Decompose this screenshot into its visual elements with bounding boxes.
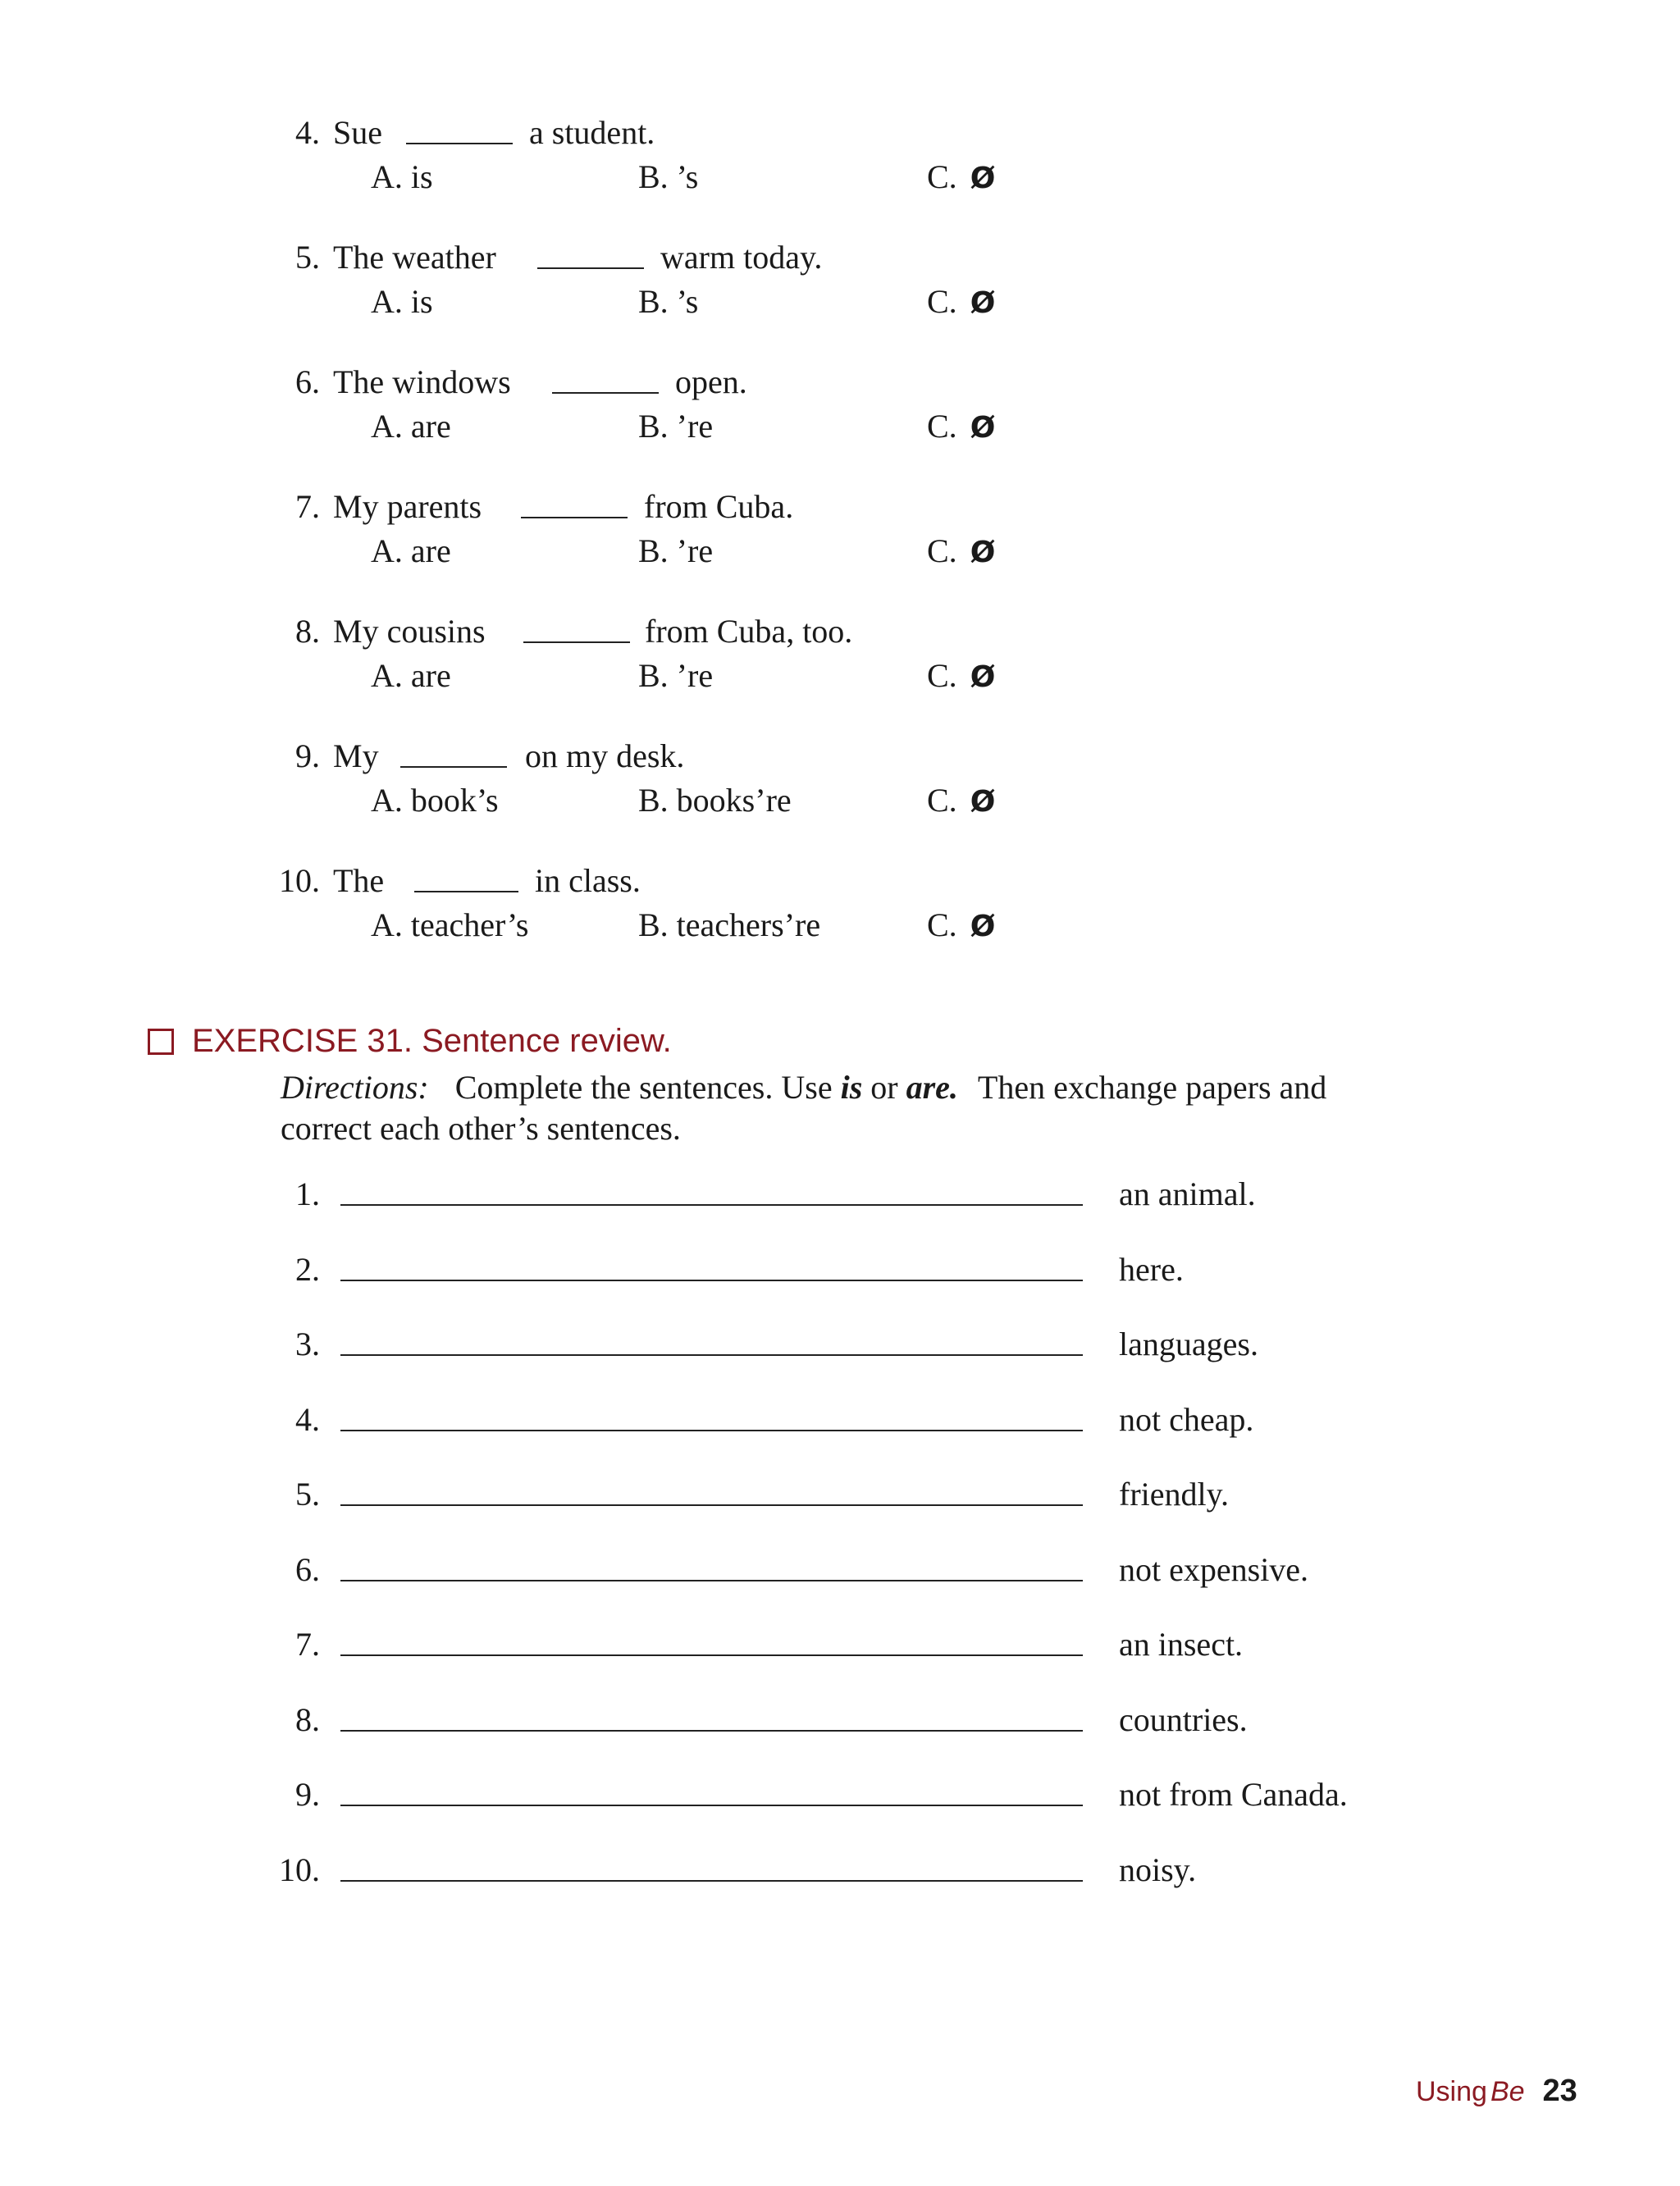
item-number: 8. [295,613,320,650]
item-text-after: on my desk. [525,737,685,774]
option-c-label: C. [927,657,957,694]
sentence-number: 9. [295,1776,320,1813]
directions-word-or: or [870,1069,898,1106]
directions-label: Directions: [281,1069,429,1106]
item-number: 6. [295,363,320,400]
directions-line-1 [281,1071,1326,1104]
answer-blank[interactable] [521,517,628,518]
item-number: 9. [295,737,320,774]
exercise-checkbox[interactable] [148,1029,174,1055]
sentence-blank[interactable] [340,1805,1083,1806]
option-a: A. are [371,532,451,569]
item-text-after: in class. [535,862,641,899]
sentence-blank[interactable] [340,1354,1083,1356]
sentence-ending: noisy. [1119,1851,1197,1888]
directions-word-is: is [840,1069,863,1106]
answer-blank[interactable] [523,641,630,643]
option-b: B. ’re [638,657,714,694]
null-symbol: Ø [970,286,996,320]
option-a: A. are [371,408,451,445]
sentence-number: 6. [295,1551,320,1588]
option-b: B. teachers’re [638,906,821,943]
sentence-blank[interactable] [340,1204,1083,1206]
null-symbol: Ø [970,162,996,195]
item-number: 7. [295,488,320,525]
sentence-ending: an insect. [1119,1626,1244,1663]
option-c [927,410,995,443]
exercise-title: EXERCISE 31. Sentence review. [192,1023,672,1059]
sentence-number: 1. [295,1175,320,1212]
option-c [927,532,996,569]
footer-label-italic: Be [1490,2076,1525,2107]
item-text-after: a student. [529,114,655,151]
option-c [927,784,995,817]
option-a: A. book’s [371,782,499,819]
answer-blank[interactable] [537,267,644,269]
footer-label: Using [1416,2076,1487,2107]
footer [1416,2075,1577,2106]
sentence-number: 5. [295,1476,320,1513]
null-symbol: Ø [970,910,996,943]
sentence-blank[interactable] [340,1504,1083,1506]
sentence-blank[interactable] [340,1580,1083,1581]
item-text-before: The [333,862,385,899]
item-text-after: from Cuba. [644,488,794,525]
sentence-blank[interactable] [340,1654,1083,1656]
item-text-before: My cousins [333,613,486,650]
sentence-ending: languages. [1119,1326,1258,1362]
sentence-ending: an animal. [1119,1175,1256,1212]
sentence-ending: not expensive. [1119,1551,1309,1588]
option-b: B. ’re [638,408,714,445]
answer-blank[interactable] [400,766,507,768]
sentence-number: 2. [295,1251,320,1288]
option-b: B. ’s [638,158,699,195]
sentence-number: 10. [279,1851,320,1888]
option-c-label: C. [927,532,957,569]
item-number: 5. [295,239,320,276]
sentence-number: 7. [295,1626,320,1663]
option-c [927,659,995,692]
option-c [927,906,996,943]
directions-word-are: are. [906,1069,958,1106]
answer-blank[interactable] [406,143,513,144]
null-symbol: Ø [970,660,996,694]
option-a: A. is [371,283,433,320]
option-b: B. books’re [638,782,792,819]
sentence-blank[interactable] [340,1730,1083,1732]
answer-blank[interactable] [414,891,518,892]
sentence-blank[interactable] [340,1880,1083,1882]
sentence-number: 4. [295,1401,320,1438]
item-text-before: The weather [333,239,496,276]
item-text-before: My [333,737,379,774]
directions-text-2: Then exchange papers and [977,1069,1327,1106]
item-number: 10. [279,862,320,899]
item-text-before: The windows [333,363,511,400]
page-number: 23 [1542,2074,1577,2108]
option-c-label: C. [927,408,957,445]
option-c-label: C. [927,906,957,943]
null-symbol: Ø [970,411,996,445]
option-a: A. is [371,158,433,195]
option-a: A. are [371,657,451,694]
sentence-blank[interactable] [340,1430,1083,1431]
directions-line-2: correct each other’s sentences. [281,1110,681,1147]
null-symbol: Ø [970,785,996,819]
sentence-ending: not from Canada. [1119,1776,1348,1813]
item-number: 4. [295,114,320,151]
sentence-ending: not cheap. [1119,1401,1254,1438]
item-text-after: open. [675,363,747,400]
sentence-number: 3. [295,1326,320,1362]
null-symbol: Ø [970,536,996,569]
option-c-label: C. [927,283,957,320]
option-c-label: C. [927,158,957,195]
item-text-after: warm today. [660,239,823,276]
item-text-after: from Cuba, too. [645,613,853,650]
option-a: A. teacher’s [371,906,529,943]
sentence-ending: here. [1119,1251,1184,1288]
option-c [927,285,995,318]
sentence-ending: friendly. [1119,1476,1230,1513]
sentence-blank[interactable] [340,1280,1083,1281]
sentence-number: 8. [295,1701,320,1738]
option-b: B. ’s [638,283,699,320]
option-c [927,158,996,195]
option-b: B. ’re [638,532,714,569]
option-c-label: C. [927,782,957,819]
item-text-before: My parents [333,488,482,525]
item-text-before: Sue [333,114,382,151]
answer-blank[interactable] [552,392,659,394]
directions-text-1: Complete the sentences. Use [454,1069,833,1106]
sentence-ending: countries. [1119,1701,1248,1738]
